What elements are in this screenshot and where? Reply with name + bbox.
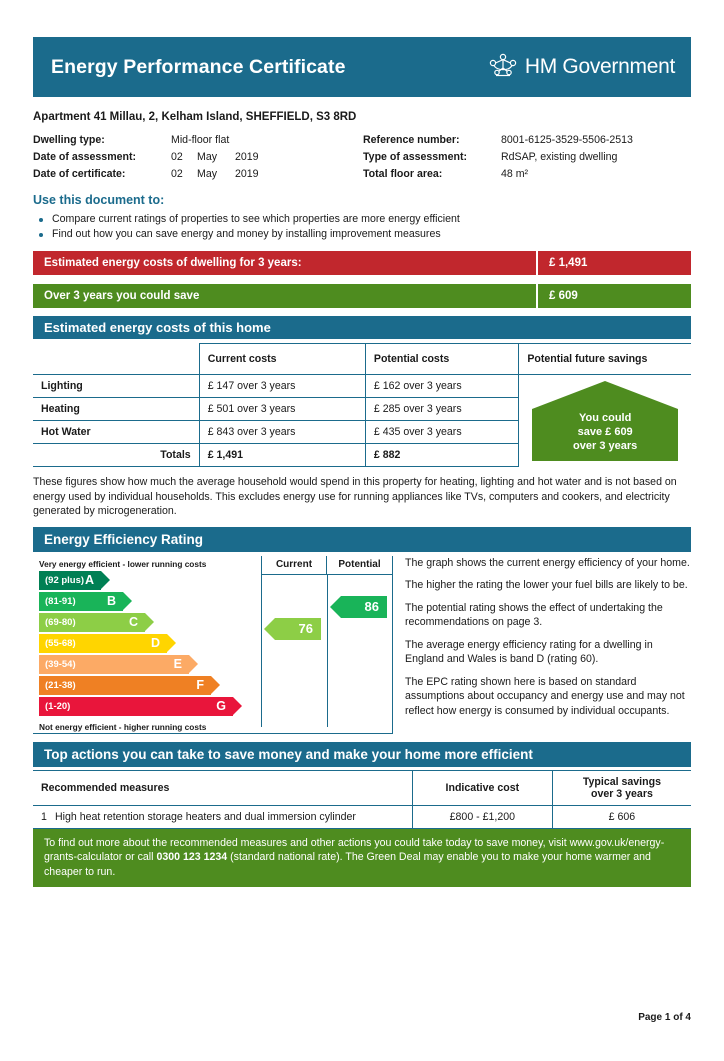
certificate-month: May: [197, 168, 218, 180]
details-right-column: [363, 133, 633, 181]
actions-col-savings-line1: Typical savings: [582, 775, 661, 788]
assessment-year: 2019: [235, 151, 259, 163]
hm-government-logo: [488, 52, 675, 83]
use-document-list: [33, 212, 691, 242]
detail-total-floor-area: [363, 167, 633, 181]
assessment-month: May: [197, 151, 218, 163]
detail-value: Mid-floor flat: [171, 134, 230, 146]
potential-rating-badge: 86: [341, 596, 387, 618]
green-deal-text-after: (standard national rate). The Green Deal may enable you to make your home warmer and cheaper to run.: [44, 851, 651, 878]
measure-number: 1: [41, 810, 47, 823]
band-range: (69-80): [45, 616, 76, 628]
table-row: [33, 375, 691, 398]
lighting-potential-cost: £ 162 over 3 years: [365, 375, 518, 398]
green-deal-box: [33, 829, 691, 888]
table-header-row: [33, 770, 691, 805]
potential-savings-label: Over 3 years you could save: [33, 284, 536, 308]
lighting-current-cost: £ 147 over 3 years: [199, 375, 365, 398]
hotwater-current-cost: £ 843 over 3 years: [199, 421, 365, 444]
eer-graph-inner: [33, 556, 392, 734]
detail-reference-number: [363, 133, 633, 147]
property-address: Apartment 41 Millau, 2, Kelham Island, SHEFFIELD, S3 8RD: [33, 111, 357, 123]
eer-rating-columns: [261, 556, 393, 734]
actions-col-savings-line2: over 3 years: [590, 787, 653, 800]
eer-block: [33, 556, 691, 734]
row-label-heating: Heating: [33, 398, 199, 421]
costs-table-wrap: [33, 343, 691, 467]
detail-dwelling-type: [33, 133, 363, 147]
use-document-title: Use this document to:: [33, 193, 165, 207]
costs-col-potential: Potential costs: [365, 344, 518, 375]
hotwater-potential-cost: £ 435 over 3 years: [365, 421, 518, 444]
table-header-row: [33, 344, 691, 375]
row-label-hot-water: Hot Water: [33, 421, 199, 444]
band-range: (55-68): [45, 637, 76, 649]
savings-arrow: [532, 381, 678, 461]
actions-col-cost: Indicative cost: [412, 770, 552, 805]
eer-paragraph-2: The higher the rating the lower your fuel bills are likely to be.: [405, 579, 688, 591]
hm-government-text: HM Government: [524, 55, 675, 78]
potential-savings-value: £ 609: [536, 284, 691, 308]
band-c: [39, 613, 145, 632]
certificate-day: 02: [171, 168, 183, 180]
detail-date-of-certificate: [33, 167, 363, 181]
band-letter: A: [84, 573, 94, 587]
heating-current-cost: £ 501 over 3 years: [199, 398, 365, 421]
detail-label: Reference number:: [363, 134, 460, 146]
band-g: [39, 697, 233, 716]
column-divider: [327, 575, 328, 727]
costs-note: These figures show how much the average household would spend in this property for heating, lighting and hot water and is not based on energy used by individual households. This excludes energy use for running appliances like TVs, computers and cookers, and electricity generated by microgeneration.: [33, 476, 677, 517]
epc-page: [0, 37, 724, 1061]
detail-label: Date of certificate:: [33, 168, 126, 180]
measure-cell: [33, 805, 412, 828]
green-deal-phone: 0300 123 1234: [156, 851, 228, 863]
band-range: (92 plus): [45, 574, 85, 586]
eer-current-header: Current: [261, 556, 327, 575]
detail-type-of-assessment: [363, 150, 633, 164]
savings-line-3: over 3 years: [573, 439, 638, 452]
crown-icon: [488, 52, 518, 83]
band-letter: G: [216, 699, 226, 713]
eer-paragraph-5: The EPC rating shown here is based on standard assumptions about occupancy and energy use and may not reflect how energy is consumed by individual occupants.: [405, 675, 685, 717]
eer-potential-header: Potential: [327, 556, 393, 575]
measure-savings: £ 606: [552, 805, 691, 828]
details-left-column: [33, 133, 363, 181]
heating-potential-cost: £ 285 over 3 years: [365, 398, 518, 421]
column-divider: [261, 575, 262, 727]
detail-label: Dwelling type:: [33, 134, 105, 146]
property-details: [33, 133, 691, 181]
eer-section-heading: Energy Efficiency Rating: [33, 527, 691, 552]
band-e: [39, 655, 189, 674]
top-actions-heading: Top actions you can take to save money and make your home more efficient: [33, 742, 691, 767]
band-a: [39, 571, 101, 590]
list-item: Find out how you can save energy and money by installing improvement measures: [33, 227, 691, 242]
estimated-costs-bar: [33, 251, 691, 275]
band-range: (1-20): [45, 700, 71, 712]
eer-graph-frame: [33, 556, 393, 734]
band-letter: D: [150, 636, 160, 650]
eer-paragraph-3: The potential rating shows the effect of undertaking the recommendations on page 3.: [405, 601, 663, 628]
assessment-day: 02: [171, 151, 183, 163]
document-header: [33, 37, 691, 97]
detail-label: Total floor area:: [363, 168, 443, 180]
totals-current: £ 1,491: [199, 444, 365, 467]
band-letter: E: [173, 657, 182, 671]
band-letter: C: [128, 615, 138, 629]
band-range: (81-91): [45, 595, 76, 607]
eer-top-label: Very energy efficient - lower running costs: [39, 558, 207, 569]
eer-graph: [33, 556, 393, 734]
detail-date-of-assessment: [33, 150, 363, 164]
band-range: (39-54): [45, 658, 76, 670]
top-actions-table: [33, 770, 691, 829]
costs-col-blank: [33, 344, 199, 375]
row-label-lighting: Lighting: [33, 375, 199, 398]
detail-value: 48 m²: [501, 168, 529, 180]
current-rating-badge: 76: [275, 618, 321, 640]
page-number: Page 1 of 4: [638, 1012, 691, 1023]
page-title: Energy Performance Certificate: [51, 55, 346, 78]
eer-paragraph-1: The graph shows the current energy efficiency of your home.: [405, 556, 690, 569]
column-divider: [392, 575, 393, 727]
costs-col-savings: Potential future savings: [519, 344, 691, 375]
estimated-costs-label: Estimated energy costs of dwelling for 3 years:: [33, 251, 536, 275]
costs-section-heading: Estimated energy costs of this home: [33, 316, 691, 339]
band-letter: B: [106, 594, 116, 608]
detail-label: Date of assessment:: [33, 151, 137, 163]
detail-label: Type of assessment:: [363, 151, 468, 163]
potential-savings-bar: [33, 284, 691, 308]
band-d: [39, 634, 167, 653]
band-letter: F: [196, 678, 204, 692]
costs-table: [33, 343, 691, 467]
totals-label: Totals: [33, 444, 199, 467]
measure-cost: £800 - £1,200: [412, 805, 552, 828]
savings-arrow-text: [532, 409, 678, 461]
measure-text: High heat retention storage heaters and dual immersion cylinder: [55, 810, 356, 823]
savings-arrow-cell: [519, 375, 691, 467]
certificate-year: 2019: [235, 168, 259, 180]
green-deal-text-before: To find out more about the recommended measures and other actions you could take today to save money, visit www.gov.uk/energy-grants-calculator or call: [44, 836, 665, 863]
estimated-costs-value: £ 1,491: [536, 251, 691, 275]
eer-column-body: [261, 575, 393, 727]
costs-col-current: Current costs: [199, 344, 365, 375]
savings-line-2: save £ 609: [577, 425, 633, 438]
arrow-head-icon: [532, 381, 678, 409]
list-item: Compare current ratings of properties to see which properties are more energy efficient: [33, 212, 691, 227]
band-f: [39, 676, 211, 695]
savings-line-1: You could: [578, 411, 632, 424]
actions-col-savings: [552, 770, 691, 805]
detail-value: 8001-6125-3529-5506-2513: [501, 134, 633, 146]
eer-explanation: [393, 556, 691, 734]
eer-paragraph-4: The average energy efficiency rating for a dwelling in England and Wales is band D (rating 60).: [405, 638, 653, 665]
band-b: [39, 592, 123, 611]
actions-col-measures: Recommended measures: [33, 770, 412, 805]
eer-column-headers: [261, 556, 393, 575]
totals-potential: £ 882: [365, 444, 518, 467]
band-range: (21-38): [45, 679, 76, 691]
eer-bottom-label: Not energy efficient - higher running costs: [39, 721, 207, 732]
table-row: [33, 805, 691, 828]
detail-value: RdSAP, existing dwelling: [501, 151, 618, 163]
